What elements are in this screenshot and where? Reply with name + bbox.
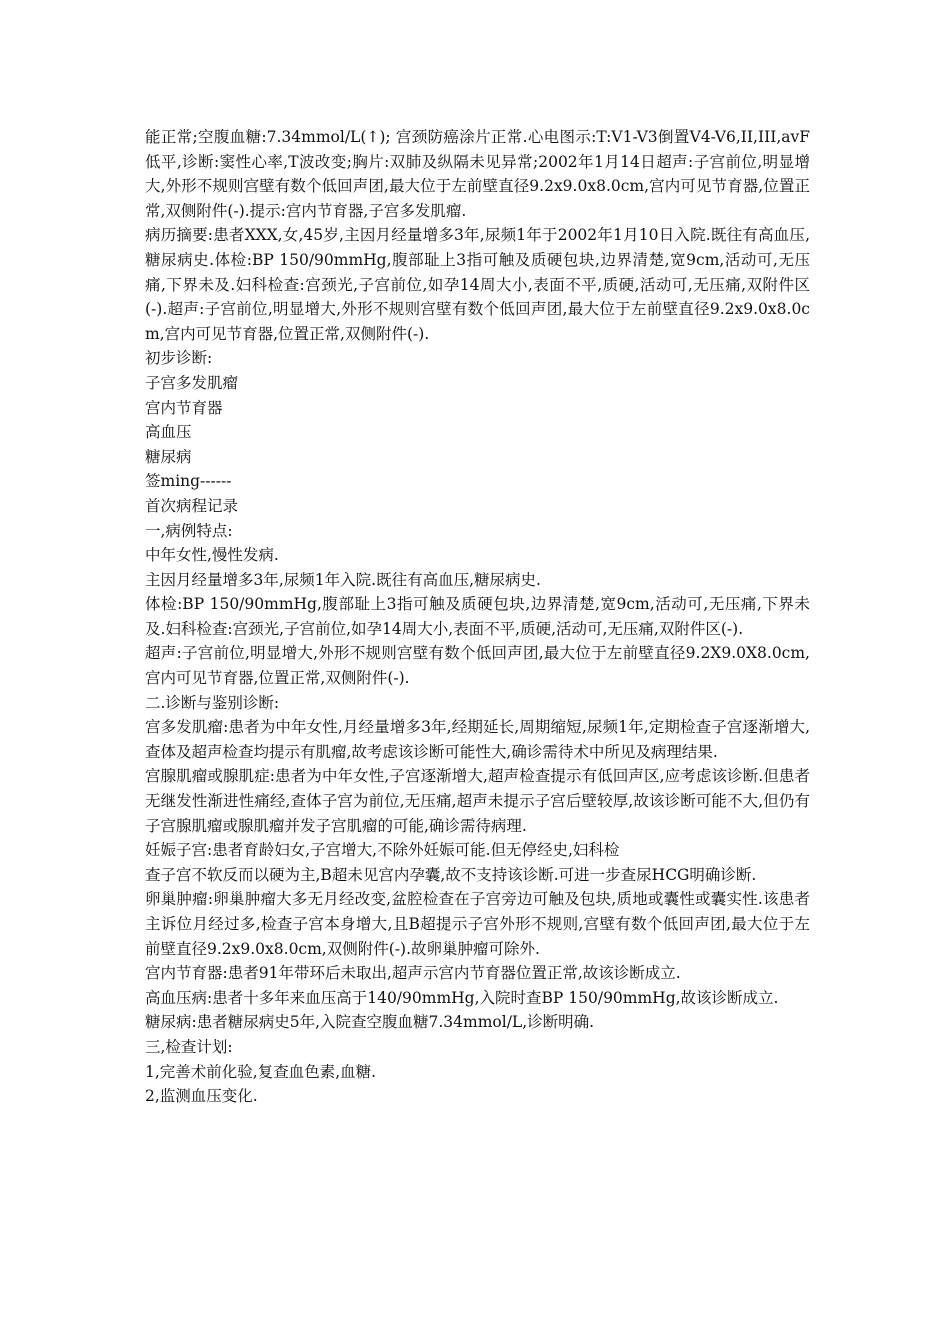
differential-diagnosis-paragraph: 宫多发肌瘤:患者为中年女性,月经量增多3年,经期延长,周期缩短,尿频1年,定期检查子宫逐渐增大,查体及超声检查均提示有肌瘤,故考虑该诊断可能性大,确诊需待术中所见及病理结果.	[145, 718, 810, 761]
case-feature-line: 主因月经量增多3年,尿频1年入院.既往有高血压,糖尿病史.	[145, 570, 541, 589]
first-course-record-heading: 首次病程记录	[145, 496, 239, 515]
diagnosis-item: 高血压	[145, 423, 192, 442]
differential-diagnosis-paragraph: 查子宫不软反而以硬为主,B超未见宫内孕囊,故不支持该诊断.可进一步查尿HCG明确诊断.	[145, 865, 757, 884]
diagnosis-conclusion-paragraph: 高血压病:患者十多年来血压高于140/90mmHg,入院时查BP 150/90mmHg,故该诊断成立.	[145, 988, 779, 1007]
case-summary-paragraph: 病历摘要:患者XXX,女,45岁,主因月经量增多3年,尿频1年于2002年1月10日入院.既往有高血压,糖尿病史.体检:BP 150/90mmHg,腹部耻上3指可触及质硬包块,边界清楚,宽9cm,活动可,无压痛,下界未及.妇科检查:宫颈光,子宫前位,如孕14周大小,表面不平,质硬,活动可,无压痛,双附件区(-).超声:子宫前位,明显增大,外形不规则宫壁有数个低回声团,最大位于左前壁直径9.2x9.0x8.0cm,宫内可见节育器,位置正常,双侧附件(-).	[145, 226, 810, 343]
diagnosis-item: 宫内节育器	[145, 398, 223, 417]
section-heading-exam-plan: 三,检查计划:	[145, 1037, 233, 1056]
ultrasound-paragraph: 超声:子宫前位,明显增大,外形不规则宫壁有数个低回声团,最大位于左前壁直径9.2X9.0X8.0cm,宫内可见节育器,位置正常,双侧附件(-).	[145, 644, 810, 688]
exam-plan-item: 2,监测血压变化.	[145, 1087, 258, 1106]
differential-diagnosis-paragraph: 卵巢肿瘤:卵巢肿瘤大多无月经改变,盆腔检查在子宫旁边可触及包块,质地或囊性或囊实性.该患者主诉位月经过多,检查子宫本身增大,且B超提示子宫外形不规则,宫壁有数个低回声团,最大位于左前壁直径9.2x9.0x8.0cm,双侧附件(-).故卵巢肿瘤可除外.	[145, 890, 810, 958]
document-body	[145, 125, 810, 1109]
signature-line: 签ming------	[145, 472, 232, 491]
diagnosis-item: 子宫多发肌瘤	[145, 373, 239, 392]
physical-exam-paragraph: 体检:BP 150/90mmHg,腹部耻上3指可触及质硬包块,边界清楚,宽9cm,活动可,无压痛,下界未及.妇科检查:宫颈光,子宫前位,如孕14周大小,表面不平,质硬,活动可,无压痛,双附件区(-).	[145, 595, 810, 638]
section-heading-differential-diagnosis: 二.诊断与鉴别诊断:	[145, 693, 280, 712]
diagnosis-conclusion-paragraph: 糖尿病:患者糖尿病史5年,入院查空腹血糖7.34mmol/L,诊断明确.	[145, 1013, 595, 1032]
preliminary-diagnosis-heading: 初步诊断:	[145, 349, 213, 368]
diagnosis-item: 糖尿病	[145, 447, 192, 466]
diagnosis-conclusion-paragraph: 宫内节育器:患者91年带环后未取出,超声示宫内节育器位置正常,故该诊断成立.	[145, 964, 681, 983]
differential-diagnosis-paragraph: 妊娠子宫:患者育龄妇女,子宫增大,不除外妊娠可能.但无停经史,妇科检	[145, 841, 620, 860]
lab-results-paragraph: 能正常;空腹血糖:7.34mmol/L(↑); 宫颈防癌涂片正常.心电图示:T:V1-V3倒置V4-V6,II,III,avF低平,诊断:窦性心率,T波改变;胸片:双肺及纵隔未见异常;2002年1月14日超声:子宫前位,明显增大,外形不规则宫壁有数个低回声团,最大位于左前壁直径9.2x9.0x8.0cm,宫内可见节育器,位置正常,双侧附件(-).提示:宫内节育器,子宫多发肌瘤.	[145, 128, 810, 220]
exam-plan-item: 1,完善术前化验,复查血色素,血糖.	[145, 1062, 377, 1081]
differential-diagnosis-paragraph: 宫腺肌瘤或腺肌症:患者为中年女性,子宫逐渐增大,超声检查提示有低回声区,应考虑该诊断.但患者无继发性渐进性痛经,查体子宫为前位,无压痛,超声未提示子宫后壁较厚,故该诊断可能不大,但仍有子宫腺肌瘤或腺肌瘤并发子宫肌瘤的可能,确诊需待病理.	[145, 767, 810, 835]
section-heading-case-features: 一,病例特点:	[145, 521, 233, 540]
case-feature-line: 中年女性,慢性发病.	[145, 546, 279, 565]
